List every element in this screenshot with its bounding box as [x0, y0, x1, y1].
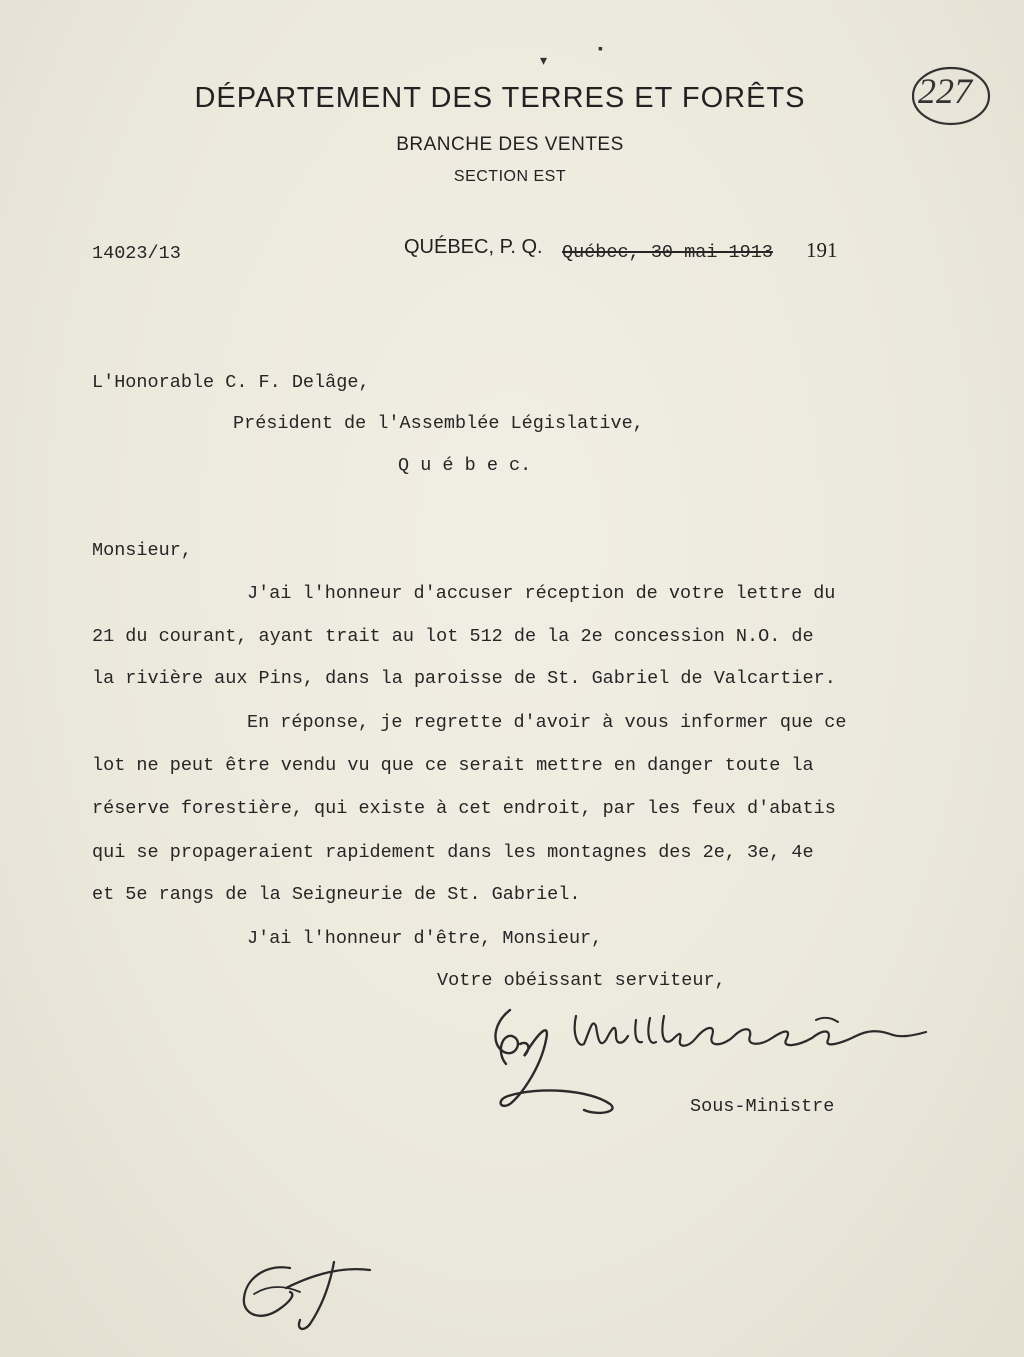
sign-off: Votre obéissant serviteur,: [437, 970, 726, 991]
body-line: J'ai l'honneur d'accuser réception de votre lettre du: [247, 583, 836, 604]
body-line: En réponse, je regrette d'avoir à vous informer que ce: [247, 712, 847, 733]
body-line: la rivière aux Pins, dans la paroisse de St. Gabriel de Valcartier.: [92, 668, 836, 689]
handwritten-initials: [230, 1248, 390, 1338]
stamp-speck: ▪: [598, 40, 603, 56]
section-heading: SECTION EST: [453, 168, 567, 185]
recipient-city: Q u é b e c.: [398, 455, 532, 476]
body-line: et 5e rangs de la Seigneurie de St. Gabriel.: [92, 884, 581, 905]
archive-number: 227: [918, 71, 972, 111]
signer-title: Sous-Ministre: [690, 1096, 835, 1117]
body-line: réserve forestière, qui existe à cet endroit, par les feux d'abatis: [92, 798, 836, 819]
recipient-title: Président de l'Assemblée Législative,: [233, 413, 644, 434]
closing-line: J'ai l'honneur d'être, Monsieur,: [247, 928, 603, 949]
reference-number: 14023/13: [92, 243, 181, 264]
body-line: 21 du courant, ayant trait au lot 512 de la 2e concession N.O. de: [92, 626, 814, 647]
printed-place: QUÉBEC, P. Q.: [404, 236, 543, 258]
department-heading: DÉPARTEMENT DES TERRES ET FORÊTS: [194, 82, 806, 114]
typed-date: Québec, 30 mai 1913: [562, 242, 773, 263]
recipient-name: L'Honorable C. F. Delâge,: [92, 372, 370, 393]
branch-heading: BRANCHE DES VENTES: [396, 134, 624, 155]
body-line: lot ne peut être vendu vu que ce serait mettre en danger toute la: [92, 755, 814, 776]
body-line: qui se propageraient rapidement dans les montagnes des 2e, 3e, 4e: [92, 842, 814, 863]
printed-year-prefix: 191: [806, 238, 838, 262]
salutation: Monsieur,: [92, 540, 192, 561]
stamp-speck: ▾: [540, 52, 548, 68]
